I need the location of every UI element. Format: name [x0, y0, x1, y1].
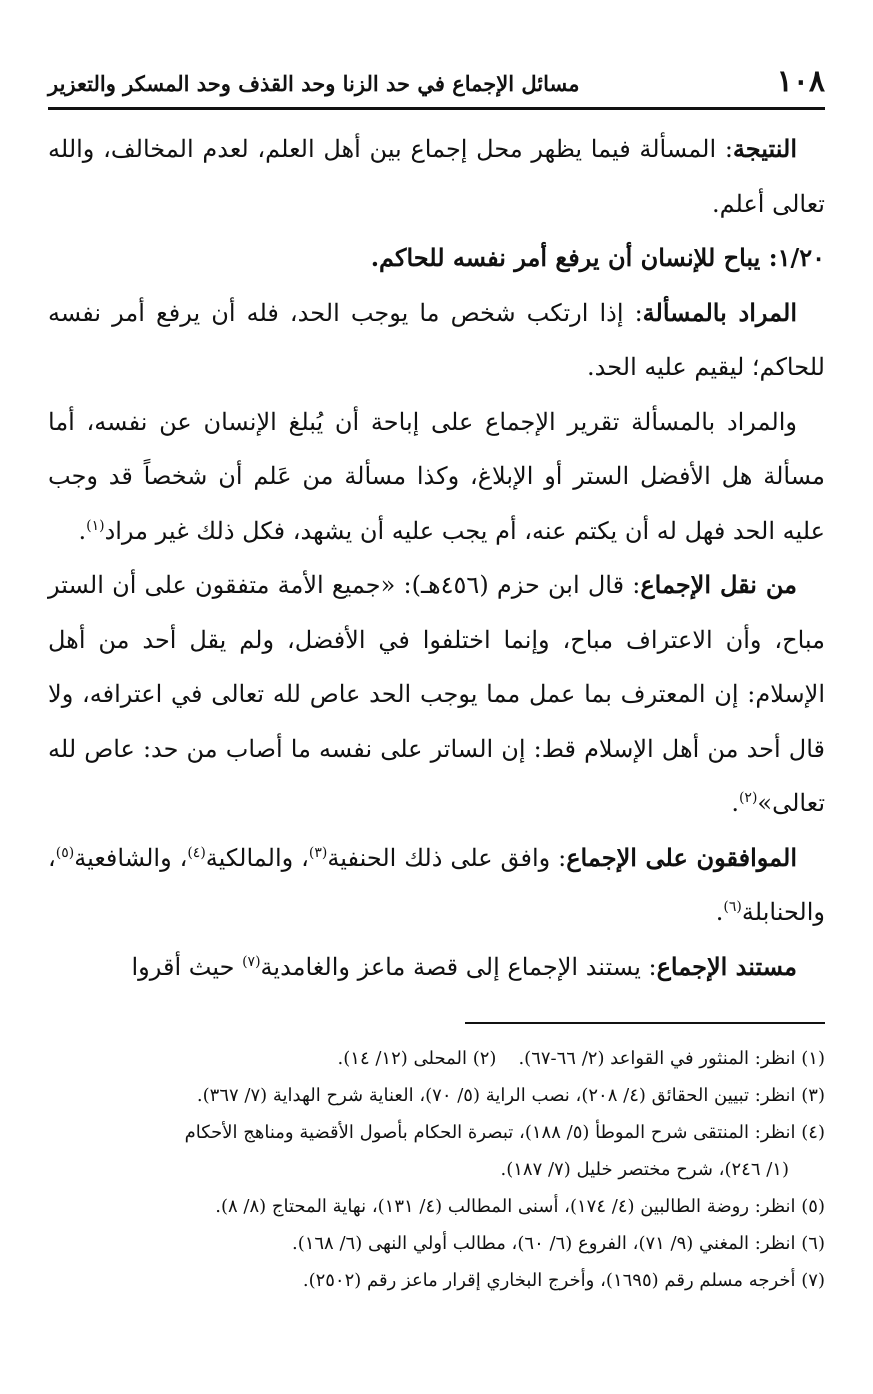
basis-text-b: حيث أقروا — [131, 952, 243, 981]
agreeing-text-d: ، والحنابلة — [48, 843, 825, 926]
footnotes — [48, 1040, 825, 1299]
agreeing-label: الموافقون على الإجماع — [566, 842, 798, 872]
agreeing-text-a: : وافق على ذلك الحنفية — [327, 843, 567, 872]
running-header — [48, 62, 825, 110]
scope-text: والمراد بالمسألة تقرير الإجماع على إباحة أن يُبلغ الإنسان عن نفسه، أما مسألة هل الأفضل الستر أو الإبلاغ، وكذا مسألة من عَلم أن شخصاً قد وجب عليه الحد فهل له أن يكتم عنه، أم يجب عليه أن يشهد، فكل ذلك غير مراد — [48, 407, 825, 545]
running-title: مسائل الإجماع في حد الزنا وحد القذف وحد المسكر والتعزير — [48, 71, 580, 96]
footnote-ref-6[interactable]: (٦) — [723, 899, 742, 915]
paragraph-transmitters — [48, 558, 825, 831]
paragraph-basis — [48, 940, 825, 995]
agreeing-text-c: ، والشافعية — [74, 843, 188, 872]
footnote-5: (٥) انظر: روضة الطالبين (٤/ ١٧٤)، أسنى المطالب (٤/ ١٣١)، نهاية المحتاج (٨/ ٨). — [215, 1196, 825, 1217]
paragraph-meaning — [48, 286, 825, 395]
transmitters-end: . — [731, 789, 739, 817]
footnote-row-1-2 — [48, 1040, 825, 1077]
footnote-ref-7[interactable]: (٧) — [242, 953, 261, 970]
result-label: النتيجة — [732, 134, 797, 163]
agreeing-text-b: ، والمالكية — [205, 843, 309, 872]
footnote-ref-3[interactable]: (٣) — [308, 844, 328, 861]
footnote-4: (٤) انظر: المنتقى شرح الموطأ (٥/ ١٨٨)، تبصرة الحكام بأصول الأقضية ومناهج الأحكام — [184, 1122, 825, 1143]
footnote-7: (٧) أخرجه مسلم رقم (١٦٩٥)، وأخرج البخاري إقرار ماعز رقم (٢٥٠٢). — [302, 1270, 825, 1291]
footnote-1: (١) انظر: المنثور في القواعد (٢/ ٦٦-٦٧). — [518, 1048, 825, 1069]
issue-heading: ١/٢٠: يباح للإنسان أن يرفع أمر نفسه للحاكم. — [370, 243, 825, 272]
footnote-2: (٢) المحلى (١٢/ ١٤). — [337, 1048, 497, 1069]
footnote-ref-1[interactable]: (١) — [86, 517, 105, 534]
footnote-ref-5[interactable]: (٥) — [55, 844, 75, 861]
footnote-separator — [465, 1022, 825, 1024]
footnote-3: (٣) انظر: تبيين الحقائق (٤/ ٢٠٨)، نصب الراية (٥/ ٧٠)، العناية شرح الهداية (٧/ ٣٦٧). — [196, 1085, 825, 1106]
paragraph-result — [48, 122, 825, 231]
paragraph-agreeing — [48, 831, 825, 940]
main-text — [48, 122, 825, 994]
scope-end: . — [78, 516, 87, 545]
footnote-6: (٦) انظر: المغني (٩/ ٧١)، الفروع (٦/ ٦٠)، مطالب أولي النهى (٦/ ١٦٨). — [291, 1233, 825, 1254]
transmitters-text: : قال ابن حزم (٤٥٦هـ): «جميع الأمة متفقون على أن الستر مباح، وأن الاعتراف مباح، وإنما اختلفوا في الأفضل، ولم يقل أحد من أهل الإسلام: إن المعترف بما عمل مما يوجب الحد عاص لله تعالى في اعترافه، ولا قال أحد من أهل الإسلام قط: إن الساتر على نفسه ما أصاب من حد: عاص لله تعالى» — [48, 571, 826, 817]
footnote-ref-2[interactable]: (٢) — [738, 790, 758, 806]
meaning-text: : إذا ارتكب شخص ما يوجب الحد، فله أن يرفع أمر نفسه للحاكم؛ ليقيم عليه الحد. — [48, 298, 825, 381]
basis-label: مستند الإجماع — [656, 951, 797, 981]
result-text: : المسألة فيما يظهر محل إجماع بين أهل العلم، لعدم المخالف، والله تعالى أعلم. — [48, 135, 825, 218]
page-number: ١٠٨ — [776, 64, 825, 99]
meaning-label: المراد بالمسألة — [642, 297, 797, 327]
basis-text-a: : يستند الإجماع إلى قصة ماعز والغامدية — [260, 952, 657, 981]
book-page — [48, 62, 825, 1362]
paragraph-scope — [48, 395, 825, 559]
footnote-4-continued: (١/ ٢٤٦)، شرح مختصر خليل (٧/ ١٨٧). — [500, 1159, 789, 1180]
transmitters-label: من نقل الإجماع — [640, 570, 797, 599]
agreeing-end: . — [715, 898, 724, 926]
footnote-ref-4[interactable]: (٤) — [187, 844, 206, 861]
